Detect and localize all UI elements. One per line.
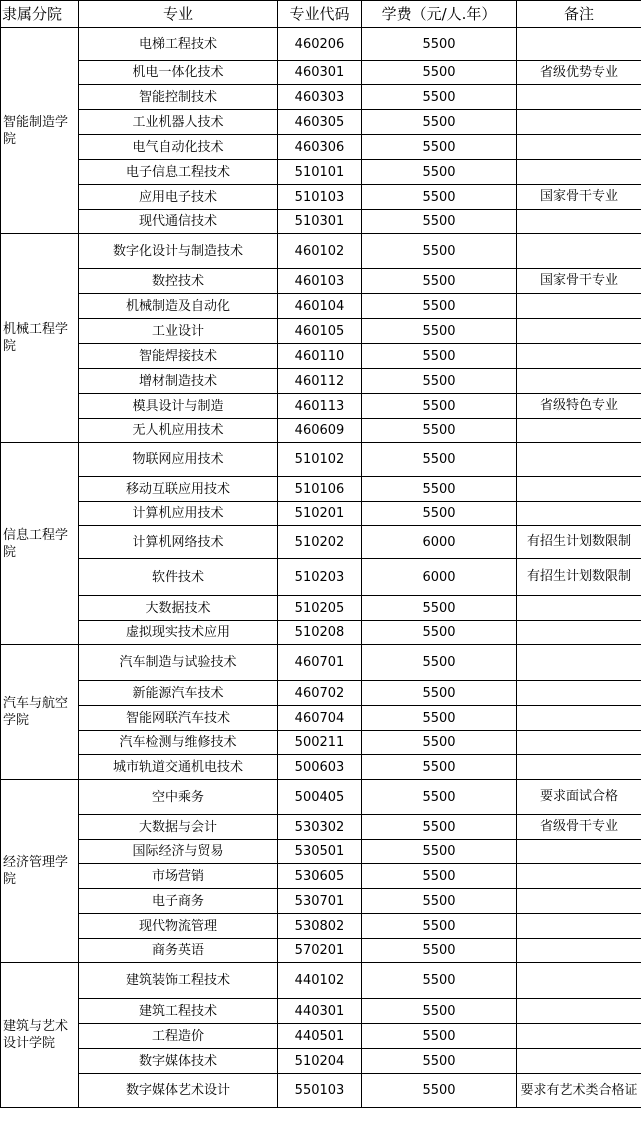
major-cell: 数字媒体艺术设计 (79, 1074, 278, 1108)
major-cell: 电子商务 (79, 889, 278, 914)
fee-cell: 5500 (362, 840, 517, 864)
table-row (1, 645, 641, 681)
code-cell: 460110 (278, 344, 362, 369)
table-row (1, 755, 641, 780)
note-cell (517, 755, 641, 780)
note-cell (517, 369, 641, 394)
fee-cell: 5500 (362, 160, 517, 185)
fee-cell: 5500 (362, 443, 517, 477)
table-row (1, 294, 641, 319)
fee-cell: 5500 (362, 731, 517, 755)
table-row (1, 210, 641, 234)
code-cell: 460702 (278, 681, 362, 706)
note-cell: 国家骨干专业 (517, 185, 641, 210)
fee-cell: 5500 (362, 1049, 517, 1074)
code-cell: 460104 (278, 294, 362, 319)
note-cell: 省级骨干专业 (517, 815, 641, 840)
table-row (1, 477, 641, 502)
table-row (1, 28, 641, 61)
table-row (1, 1074, 641, 1108)
fee-cell: 5500 (362, 1024, 517, 1049)
header-fee: 学费（元/人.年） (362, 1, 517, 28)
code-cell: 460303 (278, 85, 362, 110)
note-cell (517, 914, 641, 939)
note-cell (517, 621, 641, 645)
note-cell (517, 319, 641, 344)
code-cell: 460305 (278, 110, 362, 135)
table-row (1, 185, 641, 210)
major-cell: 智能控制技术 (79, 85, 278, 110)
major-cell: 数字化设计与制造技术 (79, 234, 278, 269)
note-cell (517, 110, 641, 135)
table-row (1, 85, 641, 110)
note-cell (517, 135, 641, 160)
note-cell (517, 889, 641, 914)
major-cell: 汽车检测与维修技术 (79, 731, 278, 755)
code-cell: 440102 (278, 963, 362, 999)
table-row (1, 269, 641, 294)
note-cell: 省级特色专业 (517, 394, 641, 419)
code-cell: 460609 (278, 419, 362, 443)
note-cell (517, 160, 641, 185)
table-row (1, 681, 641, 706)
table-row (1, 369, 641, 394)
code-cell: 460105 (278, 319, 362, 344)
code-cell: 510101 (278, 160, 362, 185)
table-row (1, 963, 641, 999)
major-cell: 应用电子技术 (79, 185, 278, 210)
code-cell: 570201 (278, 939, 362, 963)
major-cell: 城市轨道交通机电技术 (79, 755, 278, 780)
table-row (1, 914, 641, 939)
code-cell: 510201 (278, 502, 362, 526)
major-cell: 工业设计 (79, 319, 278, 344)
note-cell (517, 294, 641, 319)
table-row (1, 526, 641, 559)
college-cell: 经济管理学院 (1, 780, 79, 963)
code-cell: 510103 (278, 185, 362, 210)
major-cell: 软件技术 (79, 559, 278, 596)
fee-cell: 5500 (362, 1074, 517, 1108)
code-cell: 530501 (278, 840, 362, 864)
fee-cell: 5500 (362, 394, 517, 419)
fee-cell: 5500 (362, 344, 517, 369)
code-cell: 530302 (278, 815, 362, 840)
note-cell (517, 939, 641, 963)
major-cell: 机械制造及自动化 (79, 294, 278, 319)
major-cell: 新能源汽车技术 (79, 681, 278, 706)
fee-cell: 5500 (362, 369, 517, 394)
fee-cell: 5500 (362, 864, 517, 889)
fee-cell: 5500 (362, 319, 517, 344)
note-cell (517, 210, 641, 234)
fee-cell: 5500 (362, 596, 517, 621)
fee-cell: 5500 (362, 419, 517, 443)
major-cell: 无人机应用技术 (79, 419, 278, 443)
table-row (1, 319, 641, 344)
table-row (1, 1024, 641, 1049)
code-cell: 460704 (278, 706, 362, 731)
major-cell: 大数据与会计 (79, 815, 278, 840)
code-cell: 460701 (278, 645, 362, 681)
note-cell: 要求有艺术类合格证 (517, 1074, 641, 1108)
major-cell: 空中乘务 (79, 780, 278, 815)
fee-cell: 6000 (362, 526, 517, 559)
major-cell: 模具设计与制造 (79, 394, 278, 419)
fee-cell: 6000 (362, 559, 517, 596)
fee-cell: 5500 (362, 914, 517, 939)
fee-cell: 5500 (362, 706, 517, 731)
fee-cell: 5500 (362, 780, 517, 815)
table-row (1, 999, 641, 1024)
major-cell: 虚拟现实技术应用 (79, 621, 278, 645)
fee-cell: 5500 (362, 889, 517, 914)
major-cell: 工业机器人技术 (79, 110, 278, 135)
code-cell: 530605 (278, 864, 362, 889)
note-cell: 省级优势专业 (517, 61, 641, 85)
major-cell: 机电一体化技术 (79, 61, 278, 85)
table-row (1, 596, 641, 621)
table-row (1, 160, 641, 185)
major-cell: 国际经济与贸易 (79, 840, 278, 864)
college-cell: 建筑与艺术设计学院 (1, 963, 79, 1108)
fee-cell: 5500 (362, 269, 517, 294)
table-row (1, 840, 641, 864)
code-cell: 530802 (278, 914, 362, 939)
table-row (1, 61, 641, 85)
major-cell: 计算机网络技术 (79, 526, 278, 559)
fee-cell: 5500 (362, 110, 517, 135)
note-cell (517, 596, 641, 621)
code-cell: 500405 (278, 780, 362, 815)
code-cell: 460113 (278, 394, 362, 419)
note-cell (517, 443, 641, 477)
code-cell: 460103 (278, 269, 362, 294)
code-cell: 440301 (278, 999, 362, 1024)
table-row (1, 939, 641, 963)
code-cell: 460206 (278, 28, 362, 61)
table-row (1, 419, 641, 443)
note-cell (517, 1024, 641, 1049)
major-cell: 智能焊接技术 (79, 344, 278, 369)
code-cell: 440501 (278, 1024, 362, 1049)
major-cell: 电子信息工程技术 (79, 160, 278, 185)
note-cell (517, 85, 641, 110)
fee-cell: 5500 (362, 755, 517, 780)
note-cell (517, 963, 641, 999)
major-cell: 建筑工程技术 (79, 999, 278, 1024)
note-cell (517, 28, 641, 61)
code-cell: 510202 (278, 526, 362, 559)
college-cell: 智能制造学院 (1, 28, 79, 234)
code-cell: 460112 (278, 369, 362, 394)
code-cell: 460306 (278, 135, 362, 160)
note-cell (517, 864, 641, 889)
header-college: 隶属分院 (1, 1, 79, 28)
table-row (1, 234, 641, 269)
code-cell: 460102 (278, 234, 362, 269)
major-cell: 移动互联应用技术 (79, 477, 278, 502)
fee-cell: 5500 (362, 135, 517, 160)
table-row (1, 394, 641, 419)
major-cell: 智能网联汽车技术 (79, 706, 278, 731)
fee-cell: 5500 (362, 294, 517, 319)
note-cell: 有招生计划数限制 (517, 526, 641, 559)
note-cell: 要求面试合格 (517, 780, 641, 815)
table-row (1, 344, 641, 369)
note-cell (517, 234, 641, 269)
major-cell: 电梯工程技术 (79, 28, 278, 61)
fee-cell: 5500 (362, 645, 517, 681)
fee-cell: 5500 (362, 815, 517, 840)
header-row (1, 1, 641, 28)
fee-cell: 5500 (362, 621, 517, 645)
table-row (1, 621, 641, 645)
fee-cell: 5500 (362, 61, 517, 85)
major-cell: 大数据技术 (79, 596, 278, 621)
note-cell (517, 999, 641, 1024)
table-row (1, 815, 641, 840)
code-cell: 510106 (278, 477, 362, 502)
major-cell: 物联网应用技术 (79, 443, 278, 477)
major-cell: 工程造价 (79, 1024, 278, 1049)
code-cell: 510204 (278, 1049, 362, 1074)
fee-cell: 5500 (362, 502, 517, 526)
fee-cell: 5500 (362, 210, 517, 234)
major-cell: 市场营销 (79, 864, 278, 889)
fee-cell: 5500 (362, 477, 517, 502)
table-row (1, 135, 641, 160)
code-cell: 550103 (278, 1074, 362, 1108)
note-cell: 国家骨干专业 (517, 269, 641, 294)
fee-cell: 5500 (362, 28, 517, 61)
major-cell: 增材制造技术 (79, 369, 278, 394)
fee-cell: 5500 (362, 234, 517, 269)
table-row (1, 559, 641, 596)
table-row (1, 780, 641, 815)
note-cell (517, 681, 641, 706)
major-cell: 建筑装饰工程技术 (79, 963, 278, 999)
major-cell: 计算机应用技术 (79, 502, 278, 526)
table-row (1, 864, 641, 889)
college-cell: 汽车与航空学院 (1, 645, 79, 780)
code-cell: 510205 (278, 596, 362, 621)
college-cell: 信息工程学院 (1, 443, 79, 645)
table-row (1, 443, 641, 477)
note-cell (517, 840, 641, 864)
code-cell: 500603 (278, 755, 362, 780)
code-cell: 510301 (278, 210, 362, 234)
code-cell: 460301 (278, 61, 362, 85)
table-row (1, 110, 641, 135)
code-cell: 500211 (278, 731, 362, 755)
table-row (1, 706, 641, 731)
major-cell: 数控技术 (79, 269, 278, 294)
code-cell: 530701 (278, 889, 362, 914)
fee-cell: 5500 (362, 963, 517, 999)
note-cell (517, 502, 641, 526)
major-cell: 现代通信技术 (79, 210, 278, 234)
header-major: 专业 (79, 1, 278, 28)
major-cell: 现代物流管理 (79, 914, 278, 939)
major-cell: 电气自动化技术 (79, 135, 278, 160)
note-cell (517, 645, 641, 681)
fee-cell: 5500 (362, 939, 517, 963)
note-cell (517, 1049, 641, 1074)
note-cell (517, 419, 641, 443)
code-cell: 510203 (278, 559, 362, 596)
major-cell: 数字媒体技术 (79, 1049, 278, 1074)
fee-cell: 5500 (362, 85, 517, 110)
note-cell (517, 706, 641, 731)
note-cell (517, 344, 641, 369)
fee-cell: 5500 (362, 681, 517, 706)
college-cell: 机械工程学院 (1, 234, 79, 443)
note-cell (517, 477, 641, 502)
major-cell: 商务英语 (79, 939, 278, 963)
fee-cell: 5500 (362, 999, 517, 1024)
table-row (1, 889, 641, 914)
note-cell (517, 731, 641, 755)
major-cell: 汽车制造与试验技术 (79, 645, 278, 681)
table-row (1, 731, 641, 755)
code-cell: 510102 (278, 443, 362, 477)
table-row (1, 1049, 641, 1074)
table-body (1, 28, 641, 1108)
header-code: 专业代码 (278, 1, 362, 28)
note-cell: 有招生计划数限制 (517, 559, 641, 596)
fee-cell: 5500 (362, 185, 517, 210)
header-note: 备注 (517, 1, 641, 28)
code-cell: 510208 (278, 621, 362, 645)
table-row (1, 502, 641, 526)
